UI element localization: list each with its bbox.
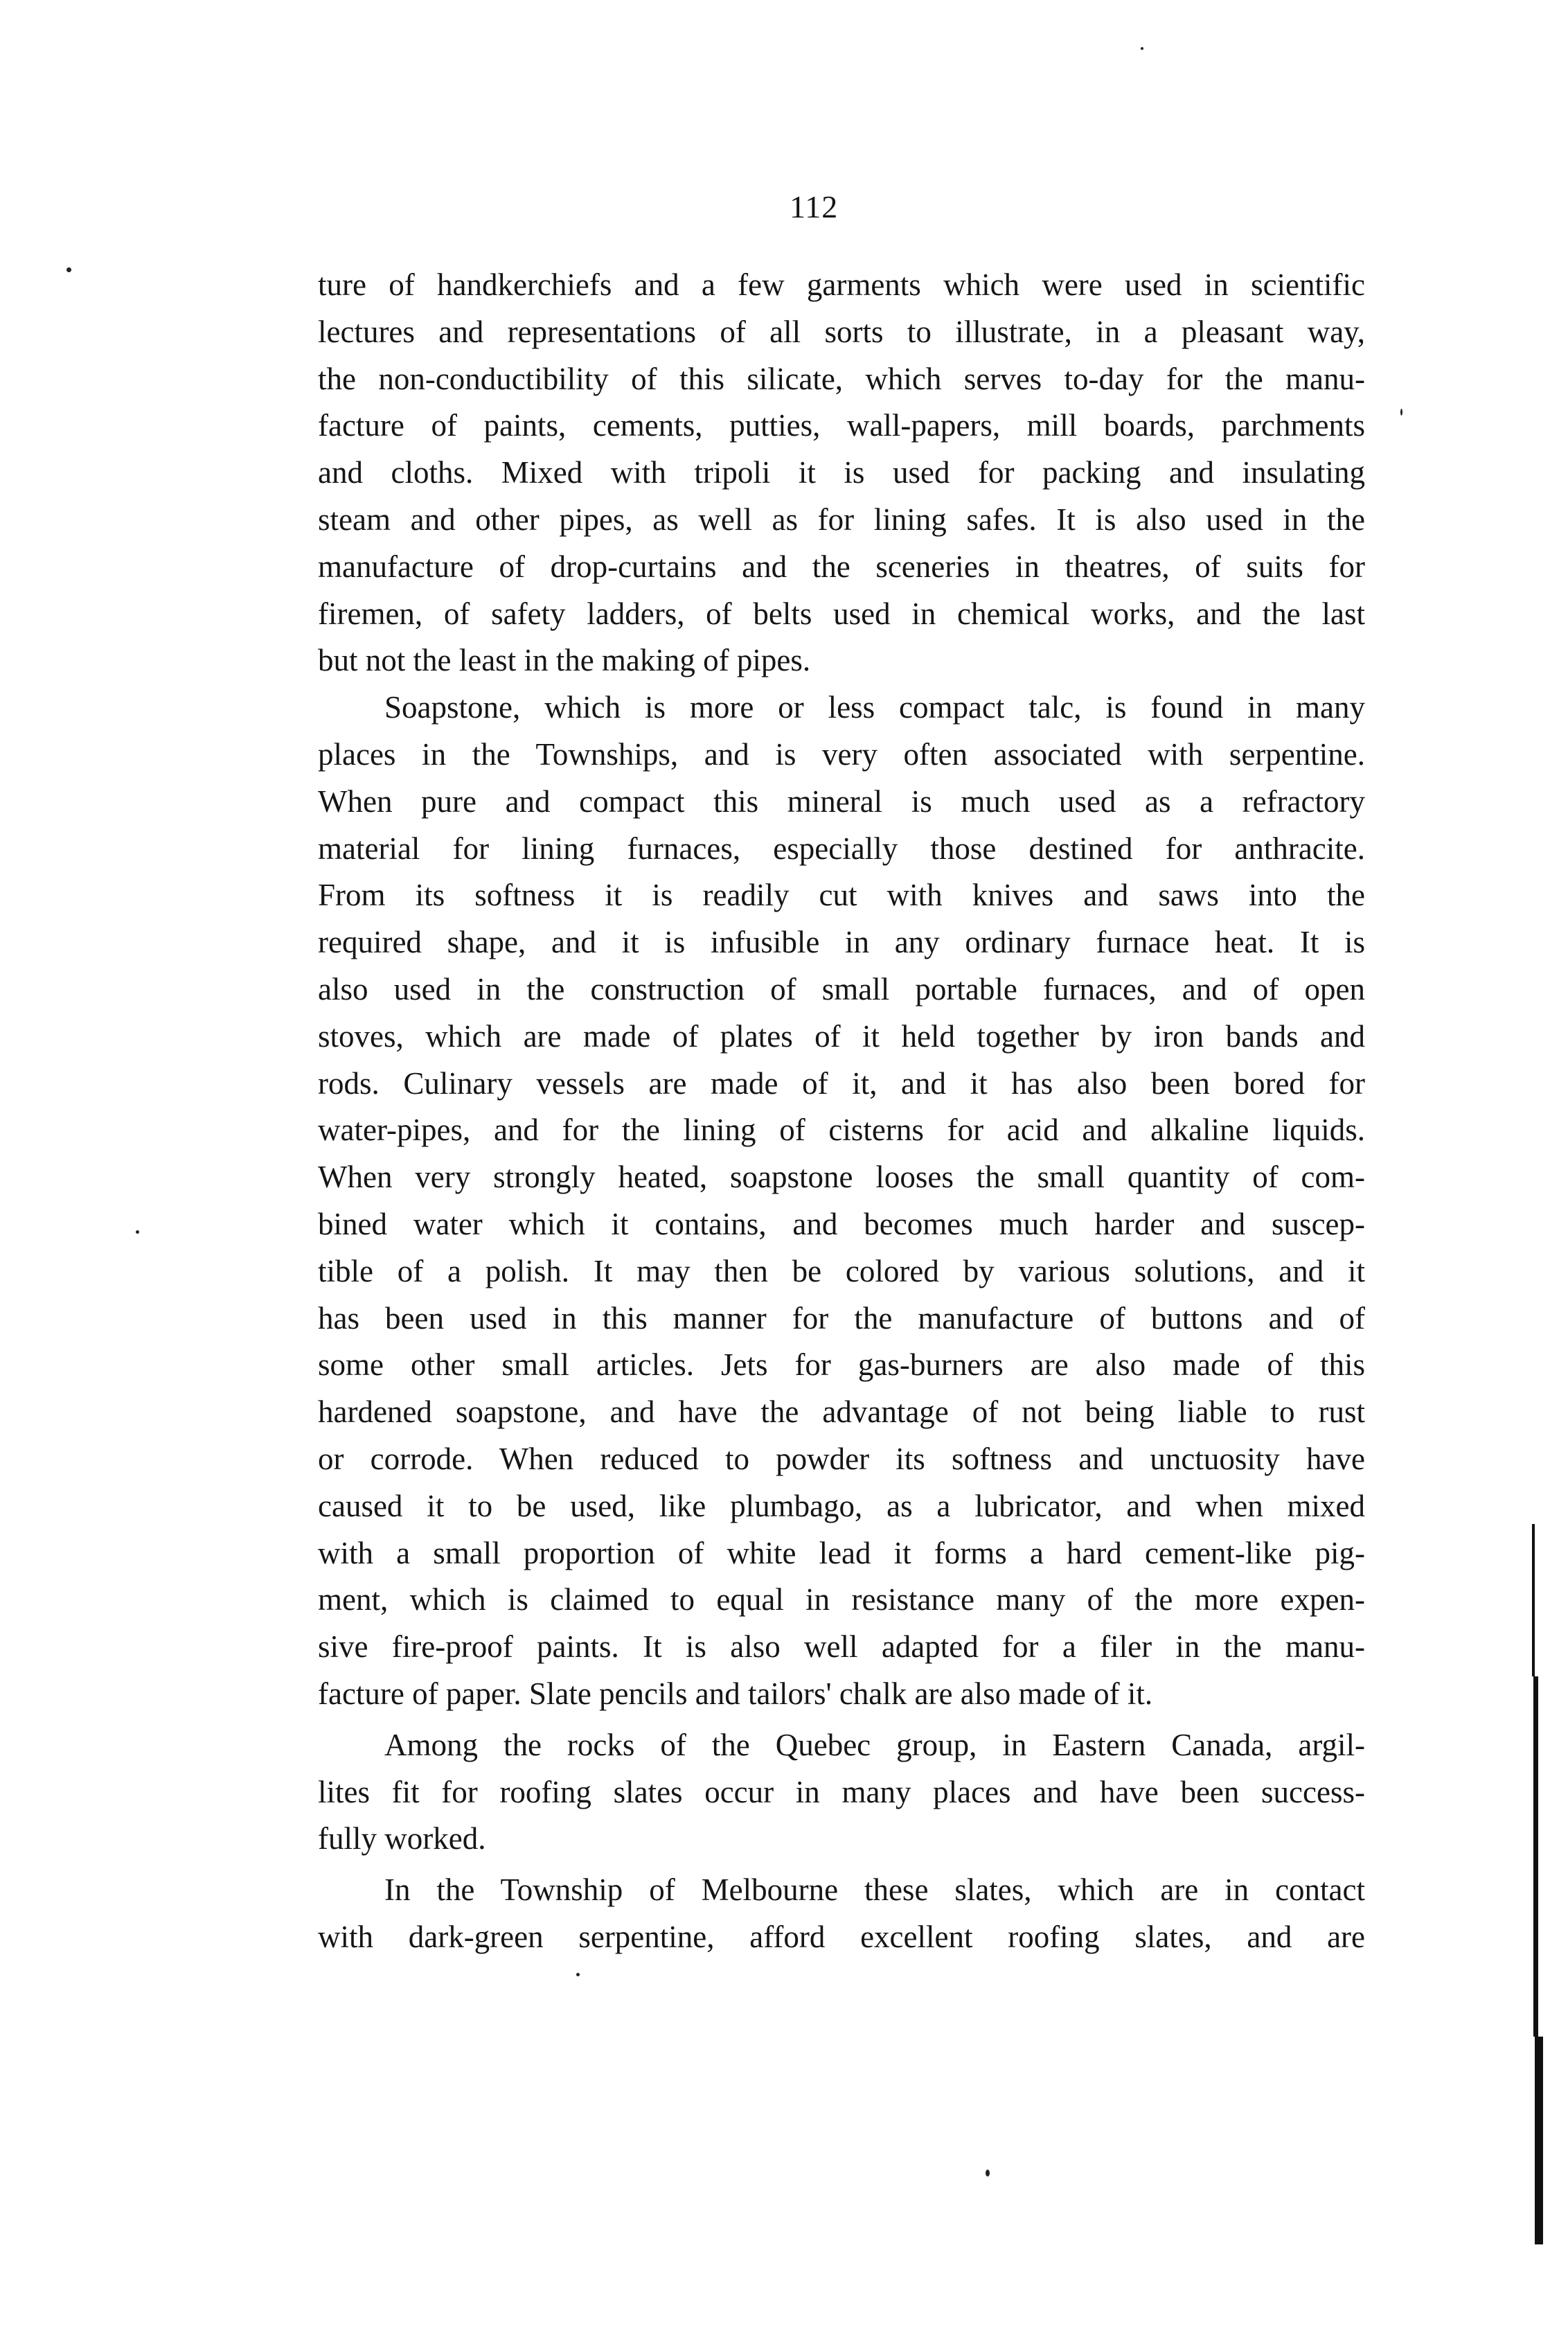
text-line: Soapstone, which is more or less compact talc, is found in many <box>384 690 1365 725</box>
text-line: material for lining furnaces, especially those destined for anthracite. <box>318 831 1365 866</box>
scan-edge-shadow <box>1535 2037 1543 2244</box>
scan-speck <box>1141 47 1143 50</box>
text-line: From its softness it is readily cut with knives and saws into the <box>318 878 1365 913</box>
text-line: ment, which is claimed to equal in resistance many of the more expen- <box>318 1582 1365 1617</box>
text-line: stoves, which are made of plates of it held together by iron bands and <box>318 1018 1365 1054</box>
text-line: bined water which it contains, and becomes much harder and suscep- <box>318 1206 1365 1241</box>
text-line: When very strongly heated, soapstone looses the small quantity of com- <box>318 1160 1365 1195</box>
text-line: tible of a polish. It may then be colored by various solutions, and it <box>318 1253 1365 1288</box>
text-line: steam and other pipes, as well as for lining safes. It is also used in the <box>318 502 1365 537</box>
text-line: facture of paints, cements, putties, wall-papers, mill boards, parchments <box>318 408 1365 443</box>
text-line: lites fit for roofing slates occur in many places and have been success- <box>318 1774 1365 1809</box>
scan-speck <box>136 1230 139 1234</box>
text-line: but not the least in the making of pipes. <box>318 643 811 678</box>
text-line: caused it to be used, like plumbago, as a lubricator, and when mixed <box>318 1488 1365 1523</box>
text-line: Among the rocks of the Quebec group, in Eastern Canada, argil- <box>384 1727 1365 1762</box>
text-line: also used in the construction of small portable furnaces, and of open <box>318 971 1365 1007</box>
scan-speck <box>986 2170 990 2177</box>
text-line: facture of paper. Slate pencils and tailors' chalk are also made of it. <box>318 1676 1153 1711</box>
paragraph-2 <box>318 684 1365 1718</box>
text-line: sive fire-proof paints. It is also well adapted for a filer in the manu- <box>318 1629 1365 1665</box>
text-line: firemen, of safety ladders, of belts used in chemical works, and the last <box>318 596 1365 631</box>
text-line: fully worked. <box>318 1821 486 1856</box>
text-line: ture of handkerchiefs and a few garments which were used in scientific <box>318 267 1365 302</box>
text-line: with a small proportion of white lead it forms a hard cement-like pig- <box>318 1535 1365 1570</box>
text-line: has been used in this manner for the manufacture of buttons and of <box>318 1300 1365 1336</box>
scan-speck <box>66 267 71 272</box>
text-line: some other small articles. Jets for gas-burners are also made of this <box>318 1347 1365 1383</box>
text-line: lectures and representations of all sorts to illustrate, in a pleasant way, <box>318 314 1365 349</box>
paragraph-3 <box>318 1722 1365 1863</box>
scan-edge-shadow <box>1532 1524 1535 1676</box>
paragraph-4 <box>318 1867 1365 1961</box>
scan-speck <box>1400 409 1402 416</box>
text-line: or corrode. When reduced to powder its softness and unctuosity have <box>318 1441 1365 1476</box>
text-line: rods. Culinary vessels are made of it, and it has also been bored for <box>318 1065 1365 1101</box>
text-line: In the Township of Melbourne these slates, which are in contact <box>384 1872 1365 1908</box>
text-line: water-pipes, and for the lining of cisterns for acid and alkaline liquids. <box>318 1113 1365 1148</box>
text-line: required shape, and it is infusible in any ordinary furnace heat. It is <box>318 925 1365 960</box>
page-number: 112 <box>790 189 839 224</box>
text-line: manufacture of drop-curtains and the sceneries in theatres, of suits for <box>318 549 1365 584</box>
scan-speck <box>576 1973 580 1976</box>
text-line: with dark-green serpentine, afford excellent roofing slates, and are <box>318 1919 1365 1954</box>
text-line: and cloths. Mixed with tripoli it is used for packing and insulating <box>318 455 1365 490</box>
text-line: places in the Townships, and is very often associated with serpentine. <box>318 736 1365 772</box>
body-text <box>318 262 1365 1961</box>
paragraph-1 <box>318 262 1365 684</box>
scan-edge-shadow <box>1533 1676 1538 2037</box>
text-line: When pure and compact this mineral is much used as a refractory <box>318 783 1365 819</box>
text-line: hardened soapstone, and have the advantage of not being liable to rust <box>318 1394 1365 1430</box>
text-line: the non-conductibility of this silicate, which serves to-day for the manu- <box>318 361 1365 396</box>
